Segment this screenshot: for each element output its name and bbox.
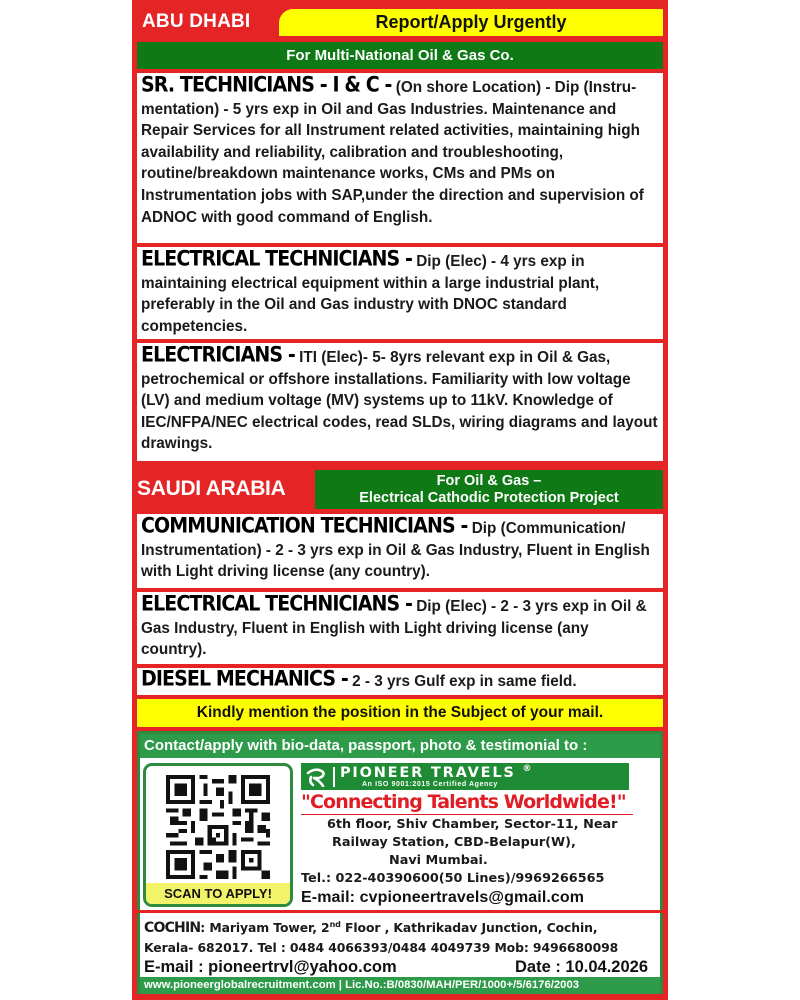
- project-banner: [315, 470, 663, 509]
- qr-code-icon[interactable]: [166, 772, 270, 882]
- post-date: Date : 10.04.2026: [514, 958, 648, 977]
- cochin-label: COCHIN: [144, 920, 201, 937]
- agency-phone: Tel.: 022-40390600(50 Lines)/9969266565: [301, 871, 605, 886]
- saudi-header-row: [137, 467, 663, 510]
- job-listing-diesel-mechanics: [137, 668, 663, 695]
- job-description: ITI (Elec)- 5- 8yrs relevant exp in Oil & Gas, petrochemical or offshore installations. Familiarity with low voltage (LV) and medium voltage (MV) systems up to 11kV. Knowledge of IEC/NFPA/NEC electrical codes, read SLDs, wiring diagrams and layout drawings.: [141, 349, 658, 453]
- cochin-address-line-2: Kerala- 682017. Tel : 0484 4066393/0484 4049739 Mob: 9496680098: [144, 940, 619, 956]
- pioneer-logo-icon: [301, 765, 331, 789]
- agency-logo-banner: [301, 763, 629, 790]
- agency-info: [293, 763, 660, 910]
- logo-divider: [333, 767, 335, 787]
- urgency-banner: Report/Apply Urgently: [279, 9, 663, 36]
- address-line-2: Railway Station, CBD-Belapur(W),: [332, 835, 576, 850]
- qr-code-card[interactable]: [143, 763, 293, 907]
- subject-notice: Kindly mention the position in the Subject of your mail.: [137, 699, 663, 727]
- job-listing-sr-technicians: [137, 73, 663, 243]
- job-title: ELECTRICIANS -: [141, 342, 295, 367]
- agency-name: PIONEER TRAVELS ®: [340, 763, 532, 781]
- job-description: (On shore Location) - Dip (Instru-mentation) - 5 yrs exp in Oil and Gas Industries. Maintenance and Repair Services for all Instrument related activities, maintaining high availability and reliability, calibration and troubleshooting, routine/breakdown maintenance works, CMs and PMs on Instrumentation jobs with SAP,under the direction and supervision of ADNOC with good command of English.: [141, 79, 644, 226]
- scan-to-apply-label: SCAN TO APPLY!: [146, 883, 290, 904]
- cochin-office: [137, 913, 663, 977]
- agency-email[interactable]: E-mail: cvpioneertravels@gmail.com: [301, 889, 585, 906]
- website-license-bar[interactable]: www.pioneerglobalrecruitment.com | Lic.No.:B/0830/MAH/PER/1000+/5/6176/2003: [137, 977, 663, 994]
- agency-address: [301, 816, 660, 888]
- contact-section: [137, 731, 663, 910]
- job-description: Dip (Elec) - 4 yrs exp in maintaining electrical equipment within a large industrial plant, preferably in the Oil and Gas industry with DNOC standard competencies.: [141, 253, 600, 335]
- address-line-3: Navi Mumbai.: [389, 853, 488, 868]
- job-title: COMMUNICATION TECHNICIANS -: [141, 513, 468, 538]
- iso-certification: An ISO 9001:2015 Certified Agency: [362, 781, 498, 789]
- job-description: Dip (Elec) - 2 - 3 yrs exp in Oil & Gas Industry, Fluent in English with Light driving license (any country).: [141, 598, 647, 659]
- contact-heading: Contact/apply with bio-data, passport, photo & testimonial to :: [140, 734, 660, 758]
- job-listing-electrical-technicians: [137, 247, 663, 339]
- job-title: SR. TECHNICIANS - I & C -: [141, 72, 392, 97]
- header-row: [137, 6, 663, 38]
- project-line-2: Electrical Cathodic Protection Project: [359, 489, 619, 506]
- cochin-email[interactable]: E-mail : pioneertrvl@yahoo.com: [144, 958, 397, 977]
- address-line-1: 6th floor, Shiv Chamber, Sector-11, Near: [327, 817, 618, 832]
- job-title: ELECTRICAL TECHNICIANS -: [141, 591, 412, 616]
- job-title: ELECTRICAL TECHNICIANS -: [141, 246, 412, 271]
- agency-tagline: "Connecting Talents Worldwide!": [301, 791, 633, 815]
- location-abu-dhabi: ABU DHABI: [142, 11, 251, 32]
- cochin-address-line-1: COCHIN: Mariyam Tower, 2nd Floor , Kathrikadav Junction, Cochin,: [144, 920, 598, 937]
- job-description: Dip (Communication/ Instrumentation) - 2 - 3 yrs exp in Oil & Gas Industry, Fluent in English with Light driving license (any country).: [141, 520, 650, 581]
- job-listing-electrical-technicians-saudi: [137, 592, 663, 664]
- client-banner: For Multi-National Oil & Gas Co.: [137, 42, 663, 69]
- project-line-1: For Oil & Gas –: [436, 472, 542, 489]
- job-listing-electricians: [137, 343, 663, 461]
- location-saudi-arabia: SAUDI ARABIA: [137, 476, 286, 500]
- job-description: 2 - 3 yrs Gulf exp in same field.: [352, 673, 577, 690]
- job-advertisement: [132, 0, 668, 1000]
- job-listing-communication-technicians: [137, 514, 663, 588]
- job-title: DIESEL MECHANICS -: [141, 666, 348, 691]
